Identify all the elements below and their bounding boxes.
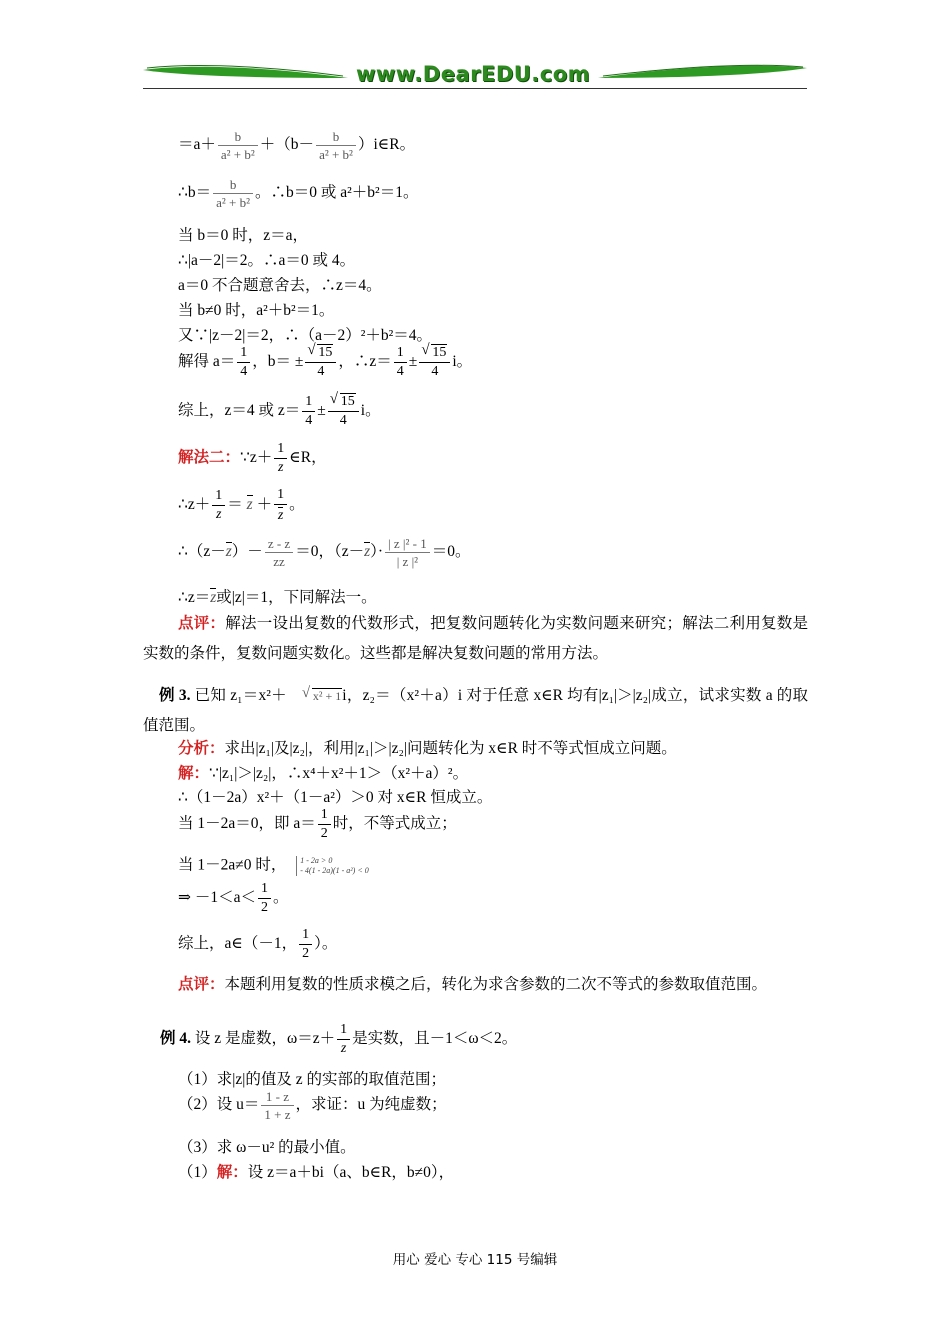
text: 综上，a∈（－1，: [178, 935, 298, 953]
example-label: 例 4.: [160, 1030, 192, 1048]
comment-1: [143, 609, 808, 669]
text: ，b＝ ±: [252, 353, 304, 371]
fraction: [218, 130, 258, 161]
text: ＝0。: [431, 543, 471, 561]
sqrt-content: x² + 1: [312, 689, 342, 703]
ex4-q2: [178, 1090, 447, 1121]
text: （1）: [178, 1164, 217, 1181]
frac-den: [274, 459, 287, 475]
text: ＝0，（z－: [295, 543, 365, 561]
text: i。: [360, 402, 381, 420]
var: z: [364, 543, 371, 561]
frac-num: 1: [299, 928, 312, 945]
ex4-answer-1: [178, 1165, 454, 1181]
text: 设 z＝a＋bi（a、b∈R，b≠0），: [247, 1164, 455, 1181]
text: 本题利用复数的性质求模之后，转化为求含参数的二次不等式的参数取值范围。: [224, 976, 768, 993]
sol1-line-3: 当 b＝0 时，z＝a，: [178, 227, 309, 244]
fraction: [212, 489, 225, 522]
text: 。: [273, 889, 289, 907]
solution-label: 解法二：: [178, 449, 241, 467]
frac-den: 2: [320, 826, 328, 841]
text: ）。: [314, 935, 338, 953]
text: ∴z＋: [178, 496, 211, 514]
frac-num: 1: [212, 489, 225, 506]
frac-num: 1 - z: [261, 1090, 293, 1106]
text: ）i∈R。: [357, 136, 416, 154]
sqrt-content: 15: [340, 394, 355, 409]
frac-num: b: [218, 130, 258, 146]
frac-den: a² + b²: [220, 147, 255, 162]
text: 解得 a＝: [178, 353, 236, 371]
solution-label: 解：: [178, 765, 210, 782]
frac-num: b: [316, 130, 356, 146]
text: ∵z＋: [240, 449, 273, 467]
text: 已知 z₁＝x²＋: [190, 687, 287, 704]
text: i。: [452, 353, 473, 371]
ex3-sol-4: [178, 856, 369, 876]
var: z: [216, 507, 222, 522]
sol1-line-6: 当 b≠0 时，a²＋b²＝1。: [178, 302, 335, 319]
frac-den: [212, 506, 225, 522]
text: 时，不等式成立；: [332, 815, 457, 833]
text: ∵|z₁|＞|z₂|，∴x⁴＋x²＋1＞（x²＋a）²。: [209, 765, 469, 782]
text: ＋（b－: [259, 136, 315, 154]
comment-label: 点评：: [178, 615, 226, 632]
fraction: [237, 346, 250, 379]
example-label: 例 3.: [159, 687, 191, 704]
var: z: [340, 1041, 347, 1056]
frac-den: 4: [317, 364, 325, 379]
ex4-q1: （1）求|z|的值及 z 的实部的取值范围；: [178, 1071, 446, 1088]
var: z: [246, 496, 253, 514]
frac-den: | z |²: [396, 554, 419, 569]
inequality-system: [296, 856, 368, 876]
fraction: [265, 537, 293, 568]
sol2-line-3: [178, 537, 471, 568]
sqrt: [331, 395, 356, 409]
frac-num: | z |² - 1: [385, 537, 430, 553]
frac-den: 1 + z: [264, 1107, 291, 1122]
fraction: [258, 882, 271, 915]
frac-num: 1: [318, 808, 331, 825]
text: 当 1－2a＝0，即 a＝: [178, 815, 316, 833]
header-rule: [143, 88, 807, 89]
text: ，∴z＝: [338, 353, 392, 371]
sol1-line-2: [178, 178, 418, 209]
frac-num: [328, 395, 359, 412]
ex3-analysis: [178, 741, 677, 757]
sqrt: [422, 346, 447, 360]
text: ＋: [256, 496, 273, 514]
frac-den: [337, 1040, 350, 1056]
example-3-statement: [143, 681, 808, 741]
frac-num: [419, 346, 450, 363]
sol1-line-8: [178, 346, 472, 379]
sqrt-content: 15: [432, 345, 447, 360]
sol1-line-7: 又∵|z－2|＝2，∴（a－2）²＋b²＝4。: [178, 327, 433, 344]
sol2-line-1: [178, 442, 327, 475]
text: ∴z＝: [178, 589, 211, 606]
fraction: [337, 1023, 350, 1056]
page-footer: 用心 爱心 专心 115 号编辑: [392, 1252, 558, 1268]
analysis-label: 分析：: [178, 740, 225, 757]
frac-num: z - z: [265, 537, 293, 553]
fraction: [419, 346, 450, 379]
system-line: 1 - 2a > 0: [300, 856, 333, 865]
fraction: [385, 537, 430, 568]
header-banner: [143, 60, 807, 94]
frac-den: 4: [431, 364, 439, 379]
text: ）·: [370, 543, 384, 561]
ex3-sol-6: [178, 928, 337, 961]
sqrt-content: 15: [318, 345, 333, 360]
sol1-line-5: a＝0 不合题意舍去，∴z＝4。: [178, 277, 382, 294]
frac-num: 1: [274, 442, 287, 459]
text: 综上，z＝4 或 z＝: [178, 402, 301, 420]
sol2-line-4: [178, 588, 377, 606]
solution-label: 解：: [216, 1164, 248, 1181]
text: （2）设 u＝: [178, 1096, 260, 1114]
text: 。: [289, 496, 305, 514]
example-4-statement: [160, 1023, 517, 1056]
conjugate-z: [247, 495, 253, 513]
frac-den: 4: [396, 364, 404, 379]
fraction: [274, 442, 287, 475]
fraction: [318, 808, 331, 841]
ex4-q3: （3）求 ω－u² 的最小值。: [178, 1139, 356, 1156]
frac-den: 2: [302, 946, 310, 961]
frac-den: [274, 505, 287, 523]
fraction: [316, 130, 356, 161]
frac-num: [305, 346, 336, 363]
ex3-sol-2: ∴（1－2a）x²＋（1－a²）＞0 对 x∈R 恒成立。: [178, 789, 493, 806]
ex3-sol-3: [178, 808, 457, 841]
fraction: [274, 488, 287, 523]
fraction: [328, 395, 359, 428]
frac-den: a² + b²: [319, 147, 353, 162]
var: z: [278, 460, 284, 475]
fraction: [305, 346, 336, 379]
frac-num: 1: [258, 882, 271, 899]
text: ，求证：u 为纯虚数；: [295, 1096, 447, 1114]
frac-den: 4: [339, 413, 347, 428]
text: ＝: [227, 496, 243, 514]
fraction: [299, 928, 312, 961]
text: ∴（z－: [178, 543, 226, 561]
var: z: [277, 508, 284, 523]
var: z: [225, 543, 232, 561]
sol1-line-4: ∴|a－2|＝2。∴a＝0 或 4。: [178, 252, 356, 269]
ex3-comment: [178, 977, 767, 993]
text: ∈R，: [289, 449, 327, 467]
text: ）－: [231, 543, 263, 561]
comment-label: 点评：: [178, 976, 225, 993]
sol1-line-9: [178, 395, 381, 428]
fraction: [261, 1090, 293, 1121]
text: ±: [317, 402, 326, 420]
text: ±: [408, 353, 418, 371]
frac-num: 1: [302, 395, 315, 412]
text: ＝a＋: [178, 136, 216, 154]
frac-num: 1: [337, 1023, 350, 1040]
frac-den: 4: [305, 413, 313, 428]
sqrt: [308, 346, 333, 360]
text: i，z₂＝（x²＋a）i 对于任意 x∈R 均有|z₁|＞|z₂|成立，试求实数 a 的取值范围。: [143, 687, 808, 734]
text: 当 1－2a≠0 时，: [178, 856, 287, 874]
text: ∴b＝: [178, 184, 212, 202]
ex3-sol-5: [178, 882, 289, 915]
frac-den: 4: [240, 364, 248, 379]
frac-num: 1: [274, 488, 287, 505]
sol1-line-1: [178, 130, 415, 161]
fraction: [213, 178, 253, 209]
frac-num: b: [213, 178, 253, 194]
frac-num: 1: [237, 346, 250, 363]
frac-den: zz: [273, 554, 285, 569]
system-line: - 4(1 - 2a)(1 - a²) < 0: [300, 866, 369, 875]
text: 求出|z₁|及|z₂|，利用|z₁|＞|z₂|问题转化为 x∈R 时不等式恒成立问题。: [224, 740, 677, 757]
site-name: www.DearEDU.com: [355, 62, 591, 86]
text: 设 z 是虚数，ω＝z＋: [191, 1030, 336, 1048]
text: 。∴b＝0 或 a²＋b²＝1。: [255, 184, 419, 202]
sol2-line-2: [178, 488, 305, 523]
frac-num: 1: [394, 346, 407, 363]
text: 是实数，且－1＜ω＜2。: [352, 1030, 518, 1048]
text: 或|z|＝1，下同解法一。: [216, 589, 377, 606]
fraction: [302, 395, 315, 428]
ex3-sol-1: [178, 766, 468, 782]
var: z: [210, 589, 217, 606]
comment-text: 解法一设出复数的代数形式，把复数问题转化为实数问题来研究；解法二利用复数是实数的条件，复数问题实数化。这些都是解决复数问题的常用方法。: [143, 615, 808, 662]
text: ⇒ －1＜a＜: [178, 889, 256, 907]
frac-den: 2: [261, 900, 268, 915]
fraction: [394, 346, 407, 379]
frac-den: a² + b²: [216, 195, 251, 210]
sqrt: [287, 681, 342, 711]
